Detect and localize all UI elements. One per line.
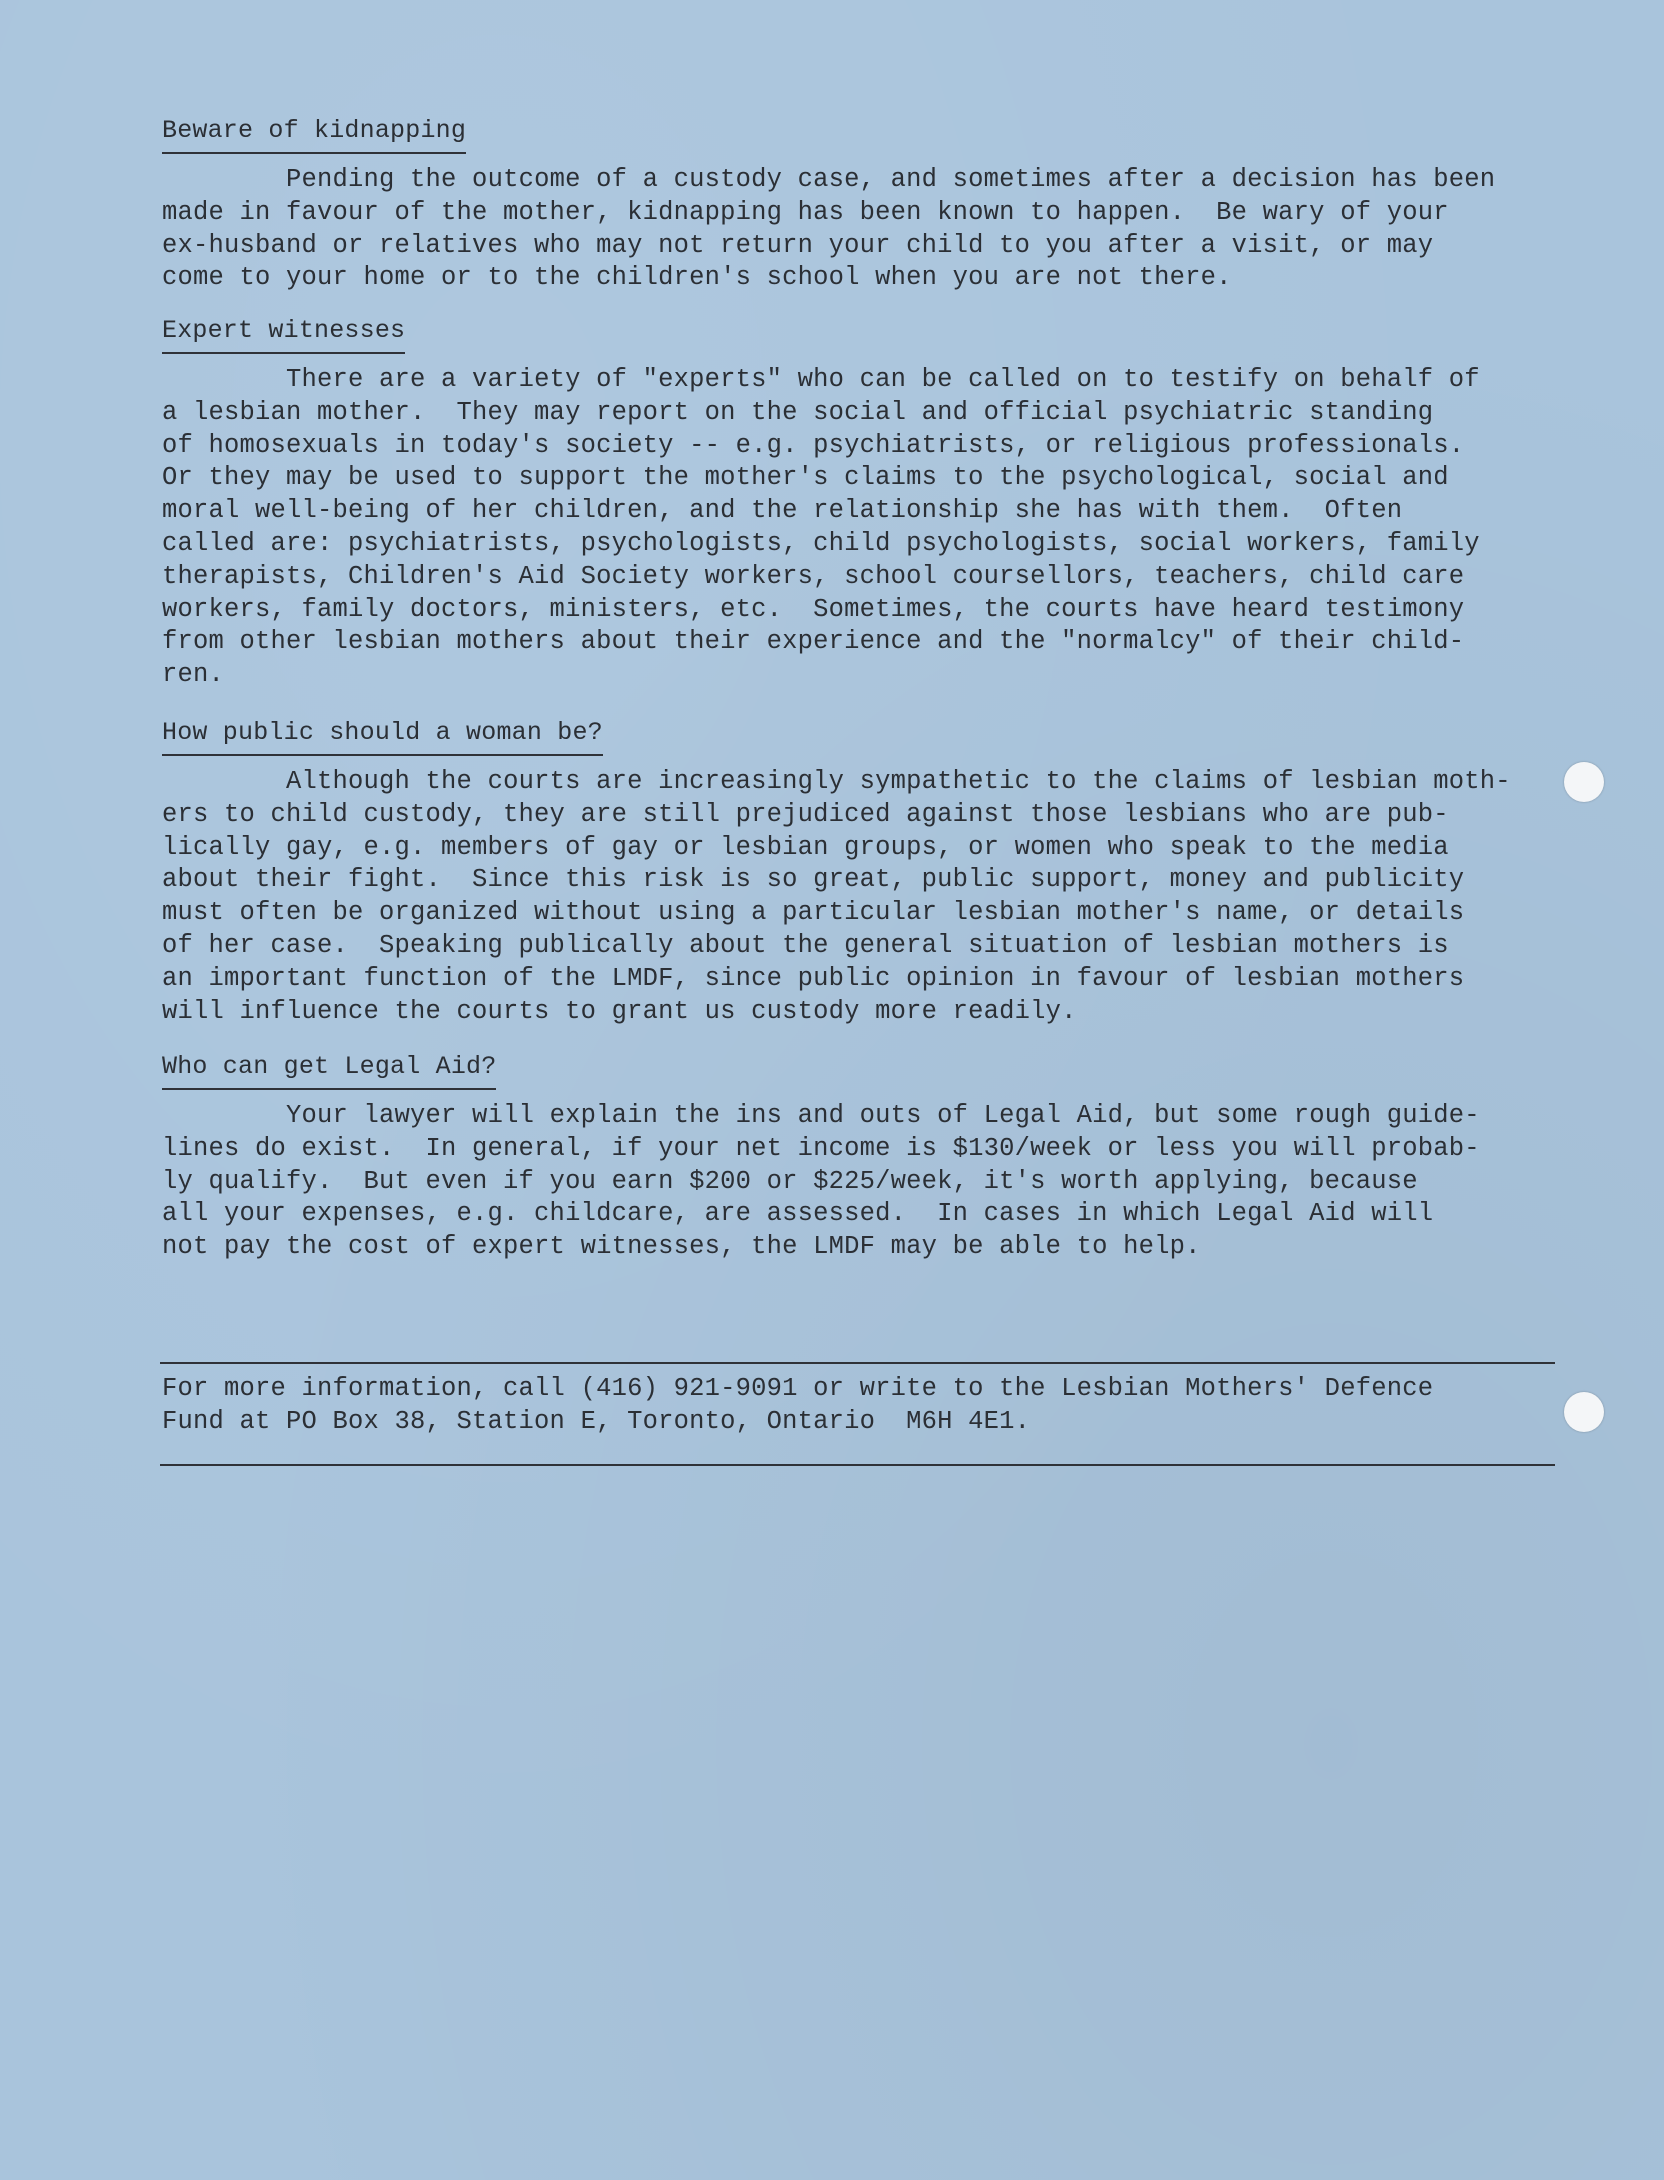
section-body: Although the courts are increasingly sympathetic to the claims of lesbian moth- ers to child custody, they are still prejudiced against those lesbians who are pub- lically gay, e.g. members of gay or lesbian groups, or women who speak to the media about their fight. Since this risk is so great, public support, money and publicity must often be organized without using a particular lesbian mother's name, or details of her case. Speaking publically about the general situation of lesbian mothers is an important function of the LMDF, since public opinion in favour of lesbian mothers will influence the courts to grant us custody more readily.	[162, 767, 1511, 1026]
section-beware-of-kidnapping	[162, 116, 1602, 295]
section-heading: Who can get Legal Aid?	[162, 1052, 496, 1090]
section-body: Pending the outcome of a custody case, and sometimes after a decision has been made in favour of the mother, kidnapping has been known to happen. Be wary of your ex-husband or relatives who may not return your child to you after a visit, or may come to your home or to the children's school when you are not there.	[162, 165, 1496, 293]
section-expert-witnesses	[162, 316, 1602, 692]
section-how-public	[162, 718, 1602, 1028]
footer-contact-info: For more information, call (416) 921-9091 or write to the Lesbian Mothers' Defence Fund at PO Box 38, Station E, Toronto, Ontario M6H 4E1.	[162, 1374, 1434, 1436]
punch-hole	[1564, 1392, 1604, 1432]
section-body: There are a variety of "experts" who can be called on to testify on behalf of a lesbian mother. They may report on the social and official psychiatric standing of homosexuals in today's society -- e.g. psychiatrists, or religious professionals. Or they may be used to support the mother's claims to the psychological, social and moral well-being of her children, and the relationship she has with them. Often called are: psychiatrists, psychologists, child psychologists, social workers, family therapists, Children's Aid Society workers, school coursellors, teachers, child care workers, family doctors, ministers, etc. Sometimes, the courts have heard testimony from other lesbian mothers about their experience and the "normalcy" of their child- ren.	[162, 365, 1480, 690]
section-legal-aid	[162, 1052, 1602, 1264]
section-heading: How public should a woman be?	[162, 718, 603, 756]
punch-hole	[1564, 762, 1604, 802]
section-body: Your lawyer will explain the ins and outs of Legal Aid, but some rough guide- lines do exist. In general, if your net income is $130/week or less you will probab- ly qualify. But even if you earn $200 or $225/week, it's worth applying, because all your expenses, e.g. childcare, are assessed. In cases in which Legal Aid will not pay the cost of expert witnesses, the LMDF may be able to help.	[162, 1101, 1480, 1262]
footer-bottom-rule	[160, 1464, 1555, 1466]
section-heading: Expert witnesses	[162, 316, 405, 354]
footer-top-rule	[160, 1362, 1555, 1364]
section-heading: Beware of kidnapping	[162, 116, 466, 154]
